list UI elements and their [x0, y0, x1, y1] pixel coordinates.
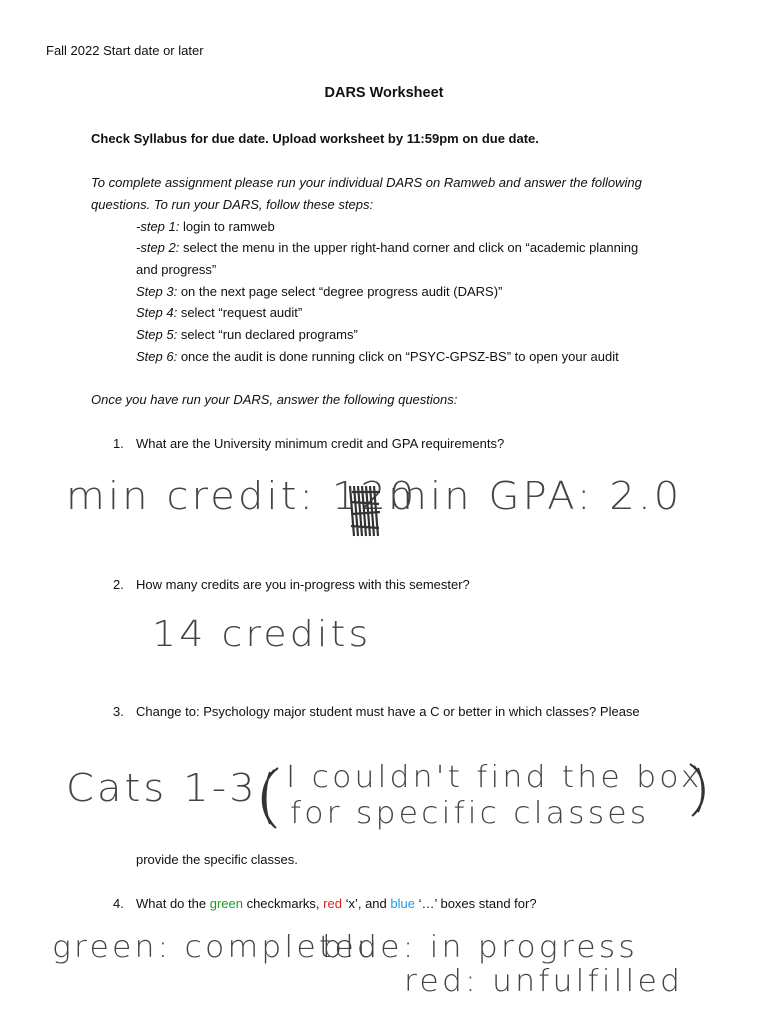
question-3-number: 3.: [113, 704, 124, 719]
question-1-number: 1.: [113, 436, 124, 451]
red-word: red: [323, 896, 342, 911]
step-6: [136, 348, 619, 366]
answer-3-cats: Cats 1-3: [66, 766, 258, 810]
question-4-part-b: checkmarks,: [242, 896, 324, 911]
step-text: login to ramweb: [179, 219, 275, 234]
answer-4-green: green: completed: [52, 930, 381, 965]
step-label: Step 5:: [136, 327, 178, 342]
step-label: Step 3:: [136, 284, 178, 299]
question-2-number: 2.: [113, 577, 124, 592]
intro-line-2: questions. To run your DARS, follow these steps:: [91, 197, 374, 212]
scribble-out-mark: [346, 482, 384, 540]
step-label: -step 2:: [136, 240, 180, 255]
question-4-number: 4.: [113, 896, 124, 911]
question-4-part-d: ‘…’ boxes stand for?: [414, 896, 537, 911]
step-4: [136, 304, 302, 322]
question-1-text: What are the University minimum credit and GPA requirements?: [136, 436, 505, 451]
step-text: on the next page select “degree progress audit (DARS)”: [177, 284, 503, 299]
answer-2-credits: 14 credits: [152, 614, 372, 655]
step-1: [136, 218, 275, 236]
question-4-part-a: What do the: [136, 896, 210, 911]
step-label: Step 4:: [136, 305, 178, 320]
start-date-note: Fall 2022 Start date or later: [46, 43, 204, 58]
question-3-text: Change to: Psychology major student must have a C or better in which classes? Please: [136, 704, 640, 719]
once-note: Once you have run your DARS, answer the following questions:: [91, 392, 458, 407]
answer-4-blue: blue: in progress: [322, 930, 638, 965]
answer-3-note-line-2: for specific classes: [290, 796, 650, 831]
step-5: [136, 326, 358, 344]
answer-3-note-line-1: I couldn't find the box: [286, 760, 703, 795]
answer-1-credit: min credit: 120: [66, 474, 418, 518]
blue-word: blue: [390, 896, 415, 911]
intro-line-1: To complete assignment please run your individual DARS on Ramweb and answer the following: [91, 175, 642, 190]
question-3-text-cont: provide the specific classes.: [136, 852, 298, 867]
answer-1-gpa: min GPA: 2.0: [388, 474, 683, 518]
step-label: -step 1:: [136, 219, 180, 234]
due-date-note: Check Syllabus for due date. Upload worksheet by 11:59pm on due date.: [91, 131, 539, 146]
step-text: once the audit is done running click on “PSYC-GPSZ-BS” to open your audit: [177, 349, 619, 364]
step-text: select the menu in the upper right-hand corner and click on “academic planning: [179, 240, 639, 255]
question-4-part-c: ‘x’, and: [341, 896, 391, 911]
step-text: select “request audit”: [177, 305, 303, 320]
step-text: and progress”: [136, 262, 217, 277]
green-word: green: [209, 896, 243, 911]
page-title: DARS Worksheet: [324, 85, 444, 101]
step-2-cont: [136, 261, 216, 279]
step-2: [136, 239, 638, 257]
question-4-text: [136, 895, 537, 913]
step-3: [136, 283, 502, 301]
step-text: select “run declared programs”: [177, 327, 358, 342]
answer-4-red: red: unfulfilled: [404, 964, 684, 999]
question-2-text: How many credits are you in-progress with this semester?: [136, 577, 470, 592]
left-parenthesis-mark: [252, 764, 286, 832]
step-label: Step 6:: [136, 349, 178, 364]
right-parenthesis-mark: [684, 760, 714, 820]
